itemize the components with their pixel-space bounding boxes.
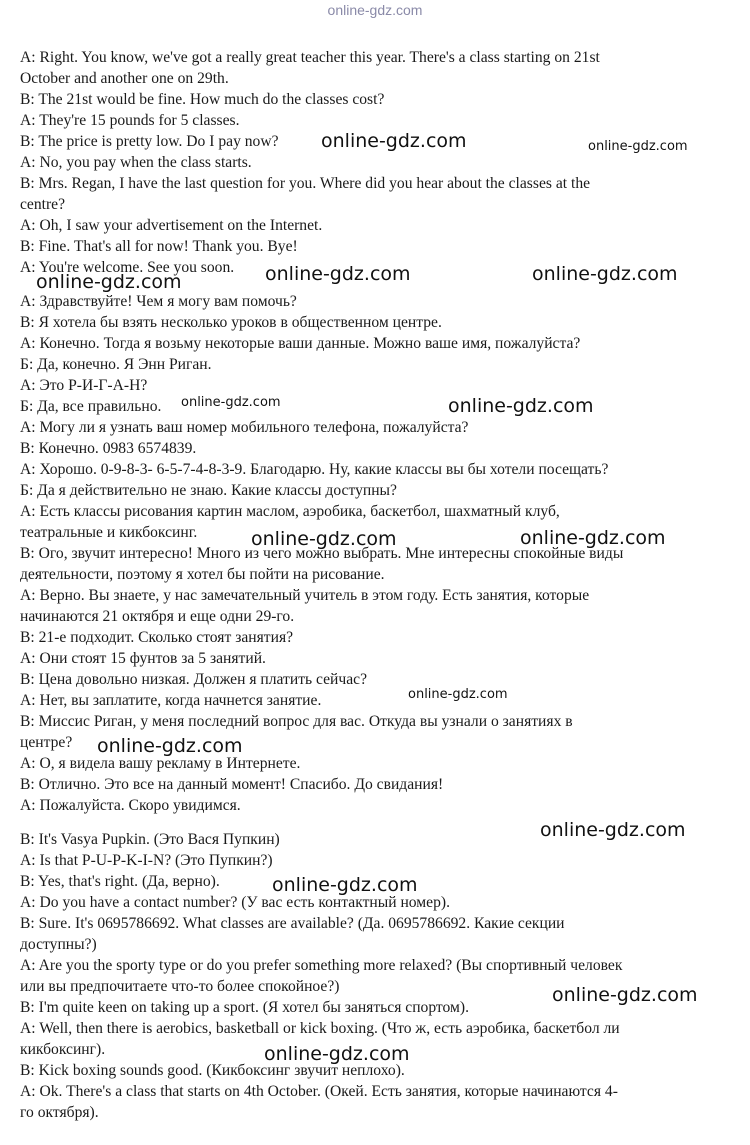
dialogue-line: Б: Да я действительно не знаю. Какие классы доступны? (20, 482, 397, 499)
dialogue-line: го октября). (20, 1104, 99, 1121)
dialogue-line: В: 21-е подходит. Сколько стоят занятия? (20, 629, 294, 646)
watermark-text: online-gdz.com (265, 263, 411, 285)
dialogue-line: B: Fine. That's all for now! Thank you. Bye! (20, 238, 298, 255)
dialogue-line: В: Ого, звучит интересно! Много из чего можно выбрать. Мне интересны спокойные виды (20, 545, 624, 562)
dialogue-line: А: Они стоят 15 фунтов за 5 занятий. (20, 650, 266, 667)
dialogue-line: A: No, you pay when the class starts. (20, 154, 252, 171)
dialogue-line: А: Конечно. Тогда я возьму некоторые ваши данные. Можно ваше имя, пожалуйста? (20, 335, 581, 352)
dialogue-line: А: Верно. Вы знаете, у нас замечательный учитель в этом году. Есть занятия, которые (20, 587, 590, 604)
dialogue-line: или вы предпочитаете что-то более спокойное?) (20, 978, 340, 995)
dialogue-line: A: Are you the sporty type or do you prefer something more relaxed? (Вы спортивный человек (20, 957, 623, 974)
dialogue-line: A: Oh, I saw your advertisement on the Internet. (20, 217, 323, 234)
watermark-text: online-gdz.com (552, 984, 698, 1006)
dialogue-line: October and another one on 29th. (20, 70, 229, 87)
dialogue-line: Б: Да, все правильно. (20, 398, 162, 415)
dialogue-line: А: Есть классы рисования картин маслом, аэробика, баскетбол, шахматный клуб, (20, 503, 560, 520)
dialogue-line: центре? (20, 734, 73, 751)
dialogue-line: A: Is that P-U-P-K-I-N? (Это Пупкин?) (20, 852, 273, 869)
dialogue-line: A: Ok. There's a class that starts on 4th October. (Окей. Есть занятия, которые начинаются 4- (20, 1083, 618, 1100)
dialogue-line: B: Sure. It's 0695786692. What classes are available? (Да. 0695786692. Какие секции (20, 915, 565, 932)
dialogue-line: доступны?) (20, 936, 97, 953)
watermark-text: online-gdz.com (36, 271, 182, 293)
dialogue-line: B: I'm quite keen on taking up a sport. (Я хотел бы заняться спортом). (20, 999, 469, 1016)
dialogue-line: A: Right. You know, we've got a really great teacher this year. There's a class starting on 21st (20, 49, 600, 66)
watermark-text: online-gdz.com (448, 395, 594, 417)
watermark-text: online-gdz.com (588, 139, 688, 154)
dialogue-document (20, 47, 732, 1123)
dialogue-line: B: Kick boxing sounds good. (Кикбоксинг звучит неплохо). (20, 1062, 405, 1079)
dialogue-line: A: Well, then there is aerobics, basketball or kick boxing. (Что ж, есть аэробика, баскетбол ли (20, 1020, 620, 1037)
dialogue-line: деятельности, поэтому я хотел бы пойти на рисование. (20, 566, 385, 583)
dialogue-line: А: Нет, вы заплатите, когда начнется занятие. (20, 692, 322, 709)
dialogue-line: B: The 21st would be fine. How much do the classes cost? (20, 91, 385, 108)
dialogue-line: Б: Да, конечно. Я Энн Риган. (20, 356, 212, 373)
dialogue-line: начинаются 21 октября и еще одни 29-го. (20, 608, 295, 625)
dialogue-line: centre? (20, 196, 66, 213)
watermark-text: online-gdz.com (540, 819, 686, 841)
watermark-text: online-gdz.com (272, 874, 418, 896)
dialogue-line: B: It's Vasya Pupkin. (Это Вася Пупкин) (20, 831, 280, 848)
dialogue-block (20, 47, 732, 278)
watermark-text: online-gdz.com (532, 263, 678, 285)
top-watermark: online-gdz.com (327, 2, 423, 18)
watermark-text: online-gdz.com (264, 1043, 410, 1065)
watermark-text: online-gdz.com (97, 735, 243, 757)
dialogue-line: В: Цена довольно низкая. Должен я платить сейчас? (20, 671, 367, 688)
dialogue-line: A: Do you have a contact number? (У вас есть контактный номер). (20, 894, 450, 911)
dialogue-line: B: Mrs. Regan, I have the last question for you. Where did you hear about the classes at the (20, 175, 591, 192)
dialogue-line: В: Конечно. 0983 6574839. (20, 440, 197, 457)
watermark-text: online-gdz.com (181, 395, 281, 410)
dialogue-line: A: They're 15 pounds for 5 classes. (20, 112, 240, 129)
dialogue-line: кикбоксинг). (20, 1041, 106, 1058)
watermark-text: online-gdz.com (520, 527, 666, 549)
dialogue-line: В: Я хотела бы взять несколько уроков в общественном центре. (20, 314, 442, 331)
dialogue-line: А: Хорошо. 0-9-8-3- 6-5-7-4-8-3-9. Благодарю. Ну, какие классы вы бы хотели посещать? (20, 461, 609, 478)
dialogue-line: B: The price is pretty low. Do I pay now? (20, 133, 279, 150)
dialogue-line: А: Здравствуйте! Чем я могу вам помочь? (20, 293, 297, 310)
dialogue-line: В: Отлично. Это все на данный момент! Спасибо. До свидания! (20, 776, 444, 793)
watermark-text: online-gdz.com (321, 130, 467, 152)
dialogue-line: театральные и кикбоксинг. (20, 524, 198, 541)
dialogue-line: A: You're welcome. See you soon. (20, 259, 235, 276)
dialogue-line: А: Пожалуйста. Скоро увидимся. (20, 797, 241, 814)
watermark-text: online-gdz.com (251, 528, 397, 550)
dialogue-line: А: Это Р-И-Г-А-Н? (20, 377, 148, 394)
dialogue-line: А: Могу ли я узнать ваш номер мобильного телефона, пожалуйста? (20, 419, 469, 436)
dialogue-line: А: О, я видела вашу рекламу в Интернете. (20, 755, 301, 772)
dialogue-line: B: Yes, that's right. (Да, верно). (20, 873, 220, 890)
watermark-text: online-gdz.com (408, 687, 508, 702)
dialogue-line: В: Миссис Риган, у меня последний вопрос для вас. Откуда вы узнали о занятиях в (20, 713, 573, 730)
